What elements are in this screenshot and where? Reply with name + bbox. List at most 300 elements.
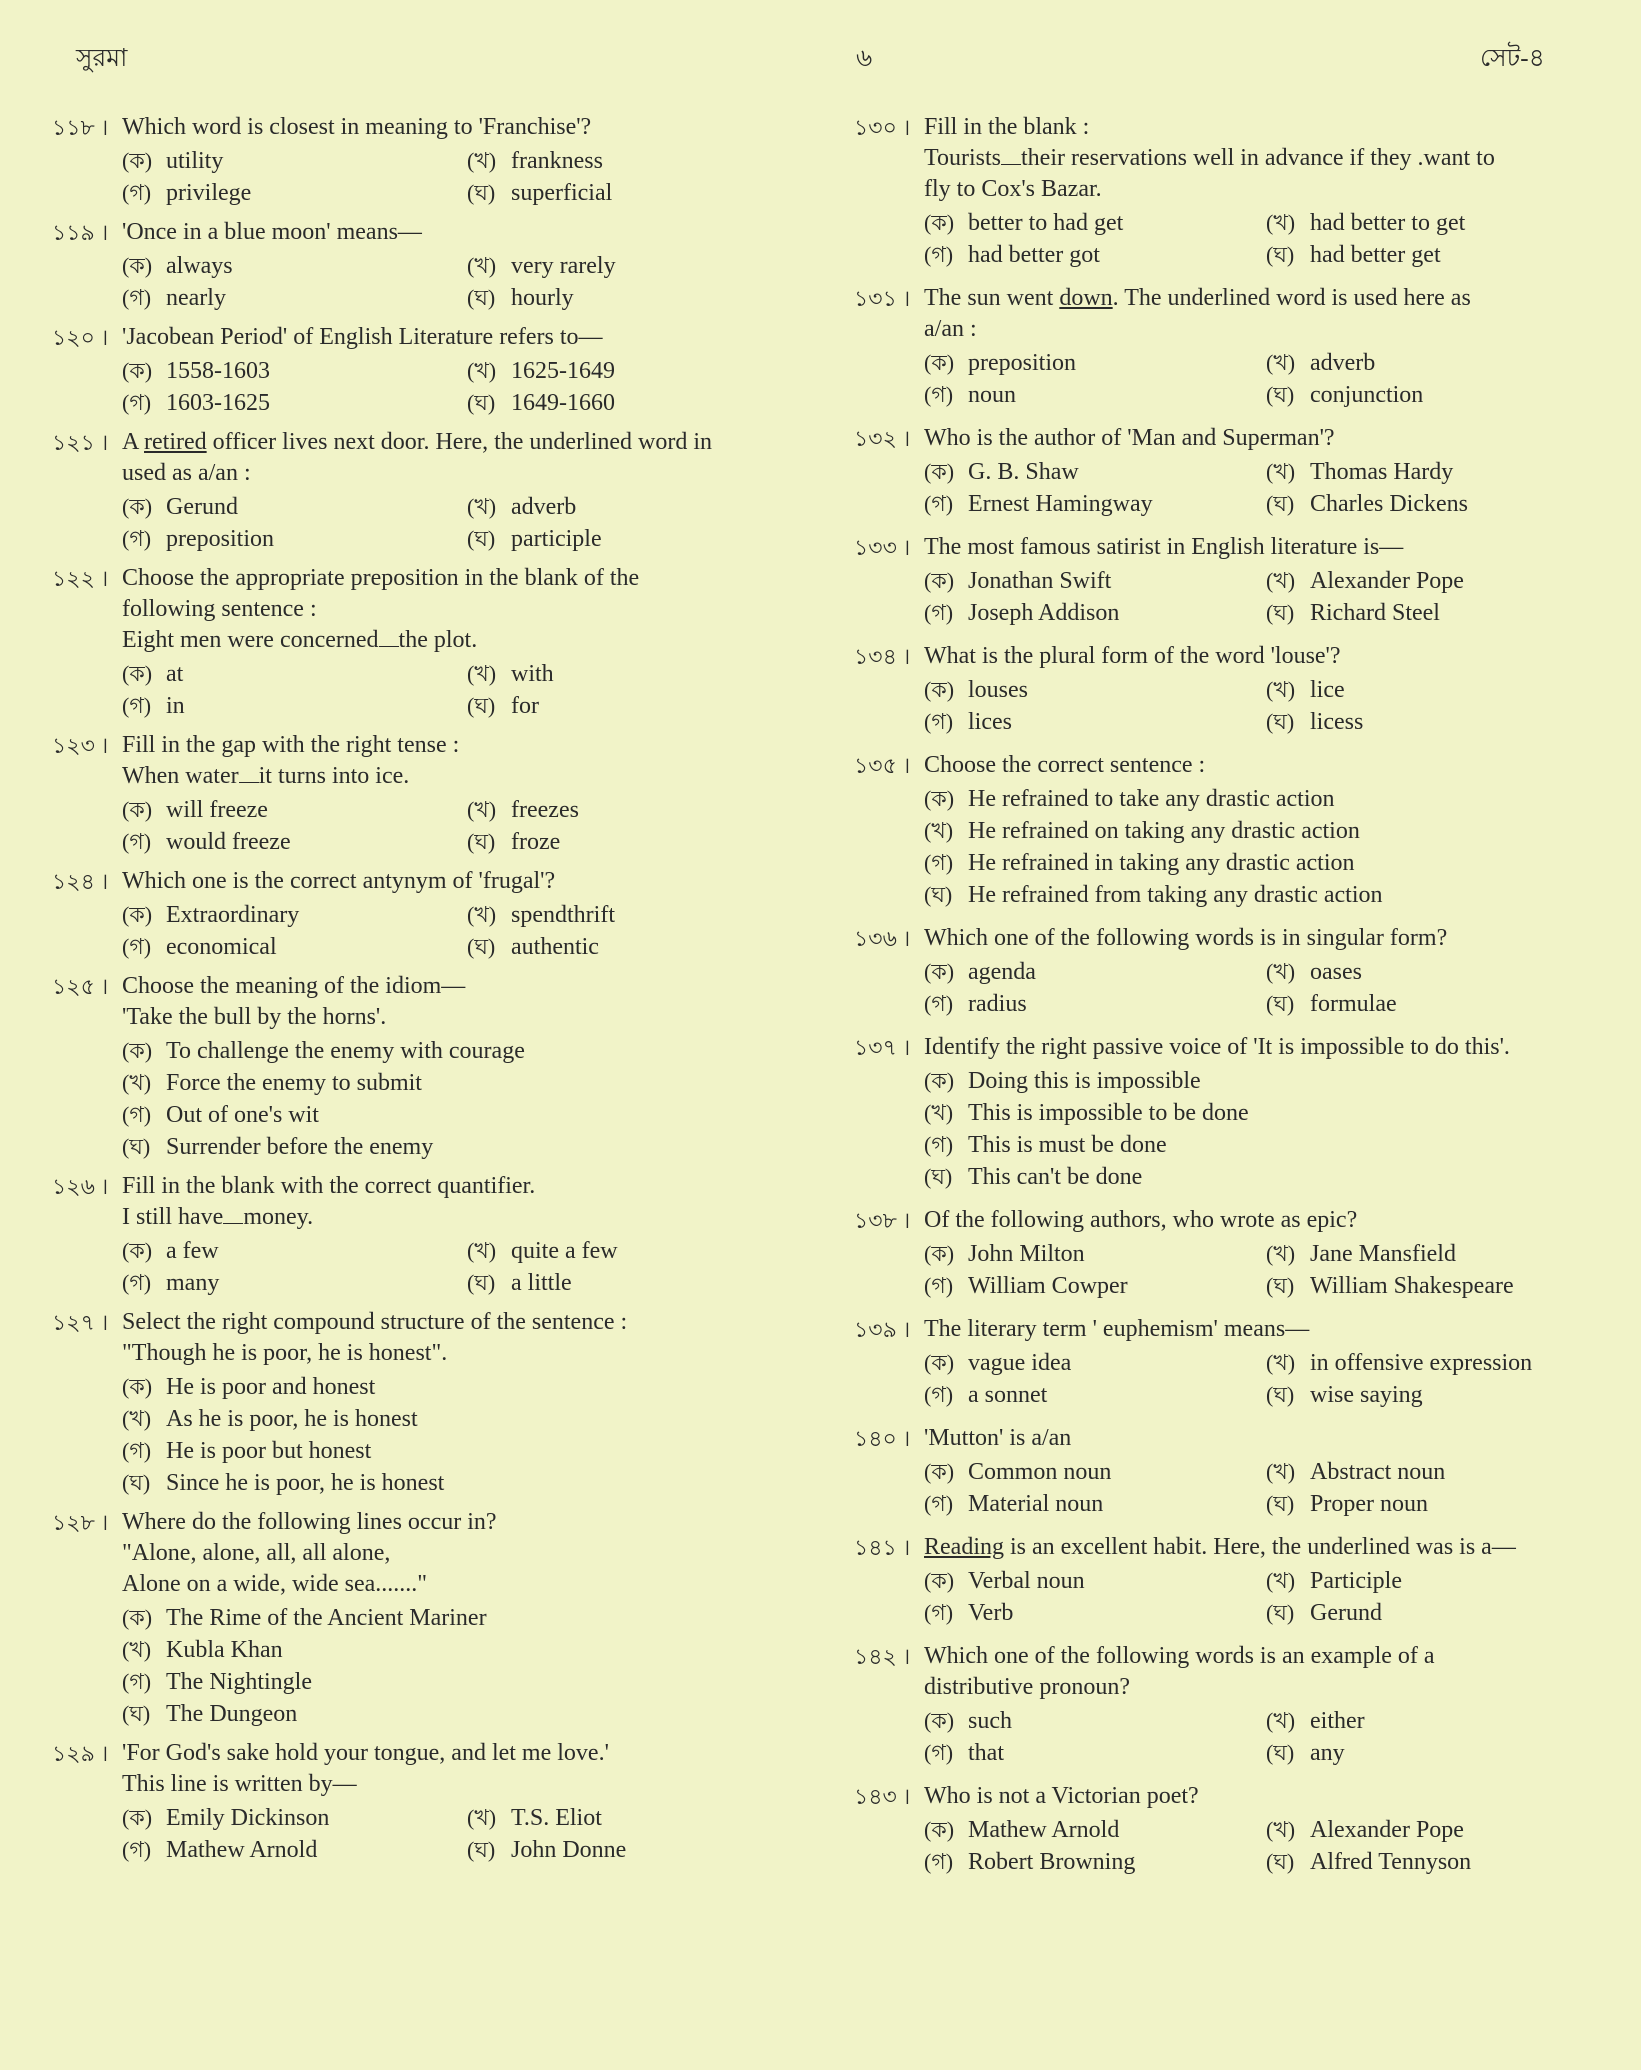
question-number: ১৩৪ । [854, 644, 911, 669]
option [924, 1129, 1599, 1161]
option [122, 250, 467, 282]
option [467, 387, 802, 419]
option-label: (খ) [467, 253, 497, 278]
question-number: ১৩৬ । [854, 926, 911, 951]
option [924, 674, 1266, 706]
options [122, 794, 802, 858]
option-label: (গ) [122, 1438, 152, 1463]
option-label: (ঘ) [467, 829, 496, 854]
option-text: any [1310, 1740, 1345, 1766]
question [52, 1507, 802, 1730]
option-label: (ঘ) [467, 1837, 496, 1862]
question-text: Identify the right passive voice of 'It is impossible to do this'. [924, 1034, 1510, 1060]
option-text: 1558-1603 [166, 358, 270, 384]
question-number: ১২০ । [52, 325, 109, 350]
question [52, 730, 802, 858]
option [1266, 565, 1599, 597]
option-text: G. B. Shaw [968, 459, 1079, 485]
question-text: Which one of the following words is an example of a [924, 1643, 1435, 1669]
question [52, 866, 802, 963]
option [467, 899, 802, 931]
question [854, 1032, 1599, 1193]
options [924, 347, 1599, 411]
option-text: Emily Dickinson [166, 1805, 330, 1831]
option [467, 1802, 802, 1834]
question-number: ১৩৭ । [854, 1035, 911, 1060]
option-label: (ঘ) [1266, 600, 1295, 625]
option [924, 879, 1599, 911]
option-label: (গ) [924, 1382, 954, 1407]
question-text: Alone on a wide, wide sea......." [122, 1571, 428, 1597]
option [122, 1267, 467, 1299]
option [1266, 706, 1599, 738]
question-text: Which one of the following words is in singular form? [924, 925, 1448, 951]
question-text: distributive pronoun? [924, 1674, 1130, 1700]
option-text: Proper noun [1310, 1491, 1428, 1517]
option-text: authentic [511, 934, 599, 960]
option [122, 1371, 802, 1403]
option [122, 1435, 802, 1467]
question-number: ১৩৯ । [854, 1317, 911, 1342]
blank-line [1001, 146, 1021, 165]
question-number: ১৪৩ । [854, 1784, 911, 1809]
blank-line [239, 764, 259, 783]
question-text: 'Once in a blue moon' means— [122, 219, 422, 245]
options [122, 899, 802, 963]
option-label: (ঘ) [1266, 709, 1295, 734]
option-label: (ক) [924, 786, 955, 811]
option [924, 1379, 1266, 1411]
option-label: (ক) [122, 358, 153, 383]
option-text: preposition [968, 350, 1076, 376]
option [924, 1238, 1266, 1270]
question [854, 112, 1599, 271]
option [1266, 674, 1599, 706]
option-label: (খ) [1266, 1568, 1296, 1593]
option-label: (ক) [122, 1038, 153, 1063]
option-label: (ক) [122, 1805, 153, 1830]
option-label: (খ) [467, 661, 497, 686]
option-text: Mathew Arnold [166, 1837, 318, 1863]
question-text: The most famous satirist in English literature is— [924, 534, 1404, 560]
option [924, 456, 1266, 488]
option-text: Doing this is impossible [968, 1068, 1201, 1094]
option-text: had better to get [1310, 210, 1466, 236]
option [467, 826, 802, 858]
option [924, 1065, 1599, 1097]
option [924, 239, 1266, 271]
option [924, 1597, 1266, 1629]
options [924, 207, 1599, 271]
option-text: John Donne [511, 1837, 627, 1863]
option-text: lice [1310, 677, 1345, 703]
option [122, 1131, 802, 1163]
option-text: Verbal noun [968, 1568, 1085, 1594]
option-text: would freeze [166, 829, 291, 855]
option [467, 355, 802, 387]
option-label: (গ) [122, 180, 152, 205]
option [1266, 1737, 1599, 1769]
option-label: (ঘ) [467, 285, 496, 310]
option [924, 379, 1266, 411]
option-text: 1649-1660 [511, 390, 615, 416]
option-label: (ক) [924, 1350, 955, 1375]
options [924, 1238, 1599, 1302]
question-text: Fill in the blank : [924, 114, 1090, 140]
option [122, 1467, 802, 1499]
option-label: (ঘ) [1266, 1600, 1295, 1625]
option [122, 523, 467, 555]
option-text: This can't be done [968, 1164, 1143, 1190]
option-text: superficial [511, 180, 613, 206]
question-number: ১২৮ । [52, 1510, 109, 1535]
option-text: with [511, 661, 554, 687]
option [924, 815, 1599, 847]
question-text: Fill in the gap with the right tense : [122, 732, 460, 758]
options [924, 1065, 1599, 1193]
options [122, 1802, 802, 1866]
option-label: (ক) [122, 1374, 153, 1399]
option-text: To challenge the enemy with courage [166, 1038, 525, 1064]
option-label: (ঘ) [467, 526, 496, 551]
option [467, 282, 802, 314]
question-text: following sentence : [122, 596, 317, 622]
option-text: quite a few [511, 1238, 618, 1264]
question-text: used as a/an : [122, 460, 251, 486]
question-text: Choose the meaning of the idiom— [122, 973, 466, 999]
option-label: (ক) [924, 1817, 955, 1842]
options [122, 658, 802, 722]
option [1266, 1597, 1599, 1629]
question-sentence: When water it turns into ice. [122, 763, 410, 789]
options [122, 1035, 802, 1163]
question [854, 1641, 1599, 1769]
option-text: Mathew Arnold [968, 1817, 1120, 1843]
option-label: (ক) [924, 459, 955, 484]
question-sentence: Tourists their reservations well in advance if they .want to [924, 145, 1495, 171]
option-text: oases [1310, 959, 1362, 985]
question-number: ১১৮ । [52, 115, 109, 140]
option-label: (ক) [122, 148, 153, 173]
option [924, 1097, 1599, 1129]
options [924, 1814, 1599, 1878]
option-label: (ঘ) [924, 882, 953, 907]
question-text: Choose the correct sentence : [924, 752, 1206, 778]
question-number: ১২৫ । [52, 974, 109, 999]
option-text: vague idea [968, 1350, 1072, 1376]
options [122, 1602, 802, 1730]
options [122, 250, 802, 314]
option-label: (ক) [924, 1241, 955, 1266]
option-label: (গ) [122, 829, 152, 854]
option-label: (খ) [1266, 1241, 1296, 1266]
option-label: (খ) [1266, 677, 1296, 702]
question-number: ১৩৫ । [854, 753, 911, 778]
option-text: a sonnet [968, 1382, 1048, 1408]
option-label: (ক) [122, 902, 153, 927]
option-label: (খ) [924, 818, 954, 843]
option [1266, 347, 1599, 379]
option [122, 1698, 802, 1730]
option [122, 491, 467, 523]
option-text: a little [511, 1270, 572, 1296]
option [924, 988, 1266, 1020]
option [122, 1035, 802, 1067]
option-label: (গ) [924, 709, 954, 734]
question-number: ১৩৩ । [854, 535, 911, 560]
option-text: He refrained to take any drastic action [968, 786, 1335, 812]
option-label: (ঘ) [1266, 1382, 1295, 1407]
question [854, 1781, 1599, 1878]
option-label: (খ) [1266, 210, 1296, 235]
option [122, 826, 467, 858]
left-column [52, 112, 802, 1874]
option-label: (গ) [924, 382, 954, 407]
option-text: Alexander Pope [1310, 568, 1464, 594]
right-column [854, 112, 1599, 1890]
question-text: 'Jacobean Period' of English Literature refers to— [122, 324, 603, 350]
option [1266, 1238, 1599, 1270]
option-text: Robert Browning [968, 1849, 1136, 1875]
option [924, 847, 1599, 879]
header-left-title: সুরমা [76, 45, 128, 72]
option-text: The Nightingle [166, 1669, 312, 1695]
option-text: many [166, 1270, 220, 1296]
option-label: (ঘ) [467, 390, 496, 415]
option-label: (খ) [1266, 1817, 1296, 1842]
option-text: privilege [166, 180, 252, 206]
option-text: The Rime of the Ancient Mariner [166, 1605, 487, 1631]
option-label: (খ) [122, 1406, 152, 1431]
options [924, 565, 1599, 629]
page-number: ৬ [856, 45, 873, 72]
option-label: (ঘ) [1266, 1273, 1295, 1298]
option [467, 1235, 802, 1267]
option [924, 207, 1266, 239]
option-label: (ঘ) [1266, 382, 1295, 407]
option-text: either [1310, 1708, 1365, 1734]
option-text: The Dungeon [166, 1701, 298, 1727]
option-text: This is must be done [968, 1132, 1167, 1158]
options [122, 145, 802, 209]
option [467, 1267, 802, 1299]
question-text: Of the following authors, who wrote as epic? [924, 1207, 1358, 1233]
option-label: (ক) [122, 253, 153, 278]
option-label: (খ) [1266, 568, 1296, 593]
option-label: (ঘ) [1266, 991, 1295, 1016]
option [467, 658, 802, 690]
question-text: Choose the appropriate preposition in the blank of the [122, 565, 640, 591]
question [854, 423, 1599, 520]
option-label: (গ) [122, 1270, 152, 1295]
question-text: Who is the author of 'Man and Superman'? [924, 425, 1335, 451]
option-label: (গ) [122, 390, 152, 415]
question-text: "Alone, alone, all, all alone, [122, 1540, 391, 1566]
option [122, 1834, 467, 1866]
option-text: spendthrift [511, 902, 615, 928]
option-text: He refrained on taking any drastic action [968, 818, 1360, 844]
option-text: radius [968, 991, 1027, 1017]
options [924, 956, 1599, 1020]
question-number: ১৪২ । [854, 1644, 911, 1669]
option-label: (গ) [924, 1849, 954, 1874]
option [122, 658, 467, 690]
option-label: (ঘ) [122, 1134, 151, 1159]
option [122, 1403, 802, 1435]
option [122, 1067, 802, 1099]
option [924, 1737, 1266, 1769]
question [854, 1314, 1599, 1411]
option-text: freezes [511, 797, 579, 823]
question [854, 283, 1599, 411]
option-label: (খ) [467, 902, 497, 927]
option-text: louses [968, 677, 1028, 703]
option [924, 1347, 1266, 1379]
options [122, 491, 802, 555]
question-number: ১২১ । [52, 430, 109, 455]
option [1266, 379, 1599, 411]
option-label: (ক) [924, 1708, 955, 1733]
option-text: Alexander Pope [1310, 1817, 1464, 1843]
question [854, 923, 1599, 1020]
question-text: Where do the following lines occur in? [122, 1509, 497, 1535]
question-text: A retired officer lives next door. Here, the underlined word in [122, 429, 713, 455]
question [52, 1738, 802, 1866]
option [1266, 956, 1599, 988]
option [467, 931, 802, 963]
question-number: ১১৯ । [52, 220, 109, 245]
option [924, 1705, 1266, 1737]
option-text: Verb [968, 1600, 1014, 1626]
question-sentence: I still have money. [122, 1204, 314, 1230]
options [924, 456, 1599, 520]
option-text: at [166, 661, 184, 687]
question [854, 1532, 1599, 1629]
option-text: Since he is poor, he is honest [166, 1470, 445, 1496]
question [854, 532, 1599, 629]
option-text: Richard Steel [1310, 600, 1440, 626]
option [1266, 1347, 1599, 1379]
option [122, 355, 467, 387]
option [122, 690, 467, 722]
option [924, 1814, 1266, 1846]
question-number: ১২৬ । [52, 1174, 109, 1199]
question-number: ১২২ । [52, 566, 109, 591]
question [854, 641, 1599, 738]
option [1266, 1814, 1599, 1846]
option [467, 177, 802, 209]
option-text: better to had get [968, 210, 1124, 236]
options [924, 1456, 1599, 1520]
option-text: wise saying [1310, 1382, 1423, 1408]
option [1266, 1379, 1599, 1411]
option-label: (গ) [122, 934, 152, 959]
options [122, 1371, 802, 1499]
option-label: (গ) [924, 991, 954, 1016]
blank-line [223, 1205, 243, 1224]
option [924, 565, 1266, 597]
question [854, 1205, 1599, 1302]
option [122, 1602, 802, 1634]
option-text: Alfred Tennyson [1310, 1849, 1472, 1875]
option-text: utility [166, 148, 224, 174]
option [467, 491, 802, 523]
option [1266, 1565, 1599, 1597]
option-label: (গ) [924, 1740, 954, 1765]
question-text: 'For God's sake hold your tongue, and let me love.' [122, 1740, 609, 1766]
option-label: (খ) [467, 358, 497, 383]
option-text: John Milton [968, 1241, 1085, 1267]
option-label: (ঘ) [1266, 242, 1295, 267]
question-text: The sun went down. The underlined word is used here as [924, 285, 1471, 311]
option-label: (ঘ) [467, 1270, 496, 1295]
option-label: (ক) [924, 1068, 955, 1093]
option [924, 956, 1266, 988]
question-number: ১২৯ । [52, 1741, 109, 1766]
option [122, 145, 467, 177]
option-text: such [968, 1708, 1012, 1734]
page-header [0, 38, 1641, 78]
option [122, 1666, 802, 1698]
option-text: William Cowper [968, 1273, 1128, 1299]
question [52, 112, 802, 209]
option-text: Thomas Hardy [1310, 459, 1454, 485]
option-text: hourly [511, 285, 574, 311]
question [52, 1307, 802, 1499]
option-label: (খ) [467, 494, 497, 519]
option-text: agenda [968, 959, 1036, 985]
option-text: had better got [968, 242, 1100, 268]
blank-line [379, 628, 399, 647]
option [924, 1565, 1266, 1597]
option-label: (গ) [924, 1600, 954, 1625]
option-label: (খ) [122, 1637, 152, 1662]
option [467, 145, 802, 177]
option [1266, 988, 1599, 1020]
question-text: Which one is the correct antynym of 'frugal'? [122, 868, 556, 894]
option [122, 1099, 802, 1131]
option-text: Jonathan Swift [968, 568, 1112, 594]
question [52, 427, 802, 555]
option-label: (ক) [924, 568, 955, 593]
option-label: (গ) [924, 1491, 954, 1516]
option-text: Surrender before the enemy [166, 1134, 434, 1160]
option [1266, 597, 1599, 629]
option-label: (খ) [467, 1805, 497, 1830]
options [924, 1705, 1599, 1769]
option-label: (ক) [924, 350, 955, 375]
option-text: licess [1310, 709, 1364, 735]
option [924, 1846, 1266, 1878]
option [467, 523, 802, 555]
option-label: (ঘ) [122, 1701, 151, 1726]
option-label: (খ) [122, 1070, 152, 1095]
underlined-word: Reading [924, 1534, 1004, 1560]
option [467, 794, 802, 826]
question-text: Fill in the blank with the correct quantifier. [122, 1173, 536, 1199]
option-label: (গ) [924, 1132, 954, 1157]
underlined-word: retired [144, 429, 207, 455]
option-text: He refrained from taking any drastic action [968, 882, 1383, 908]
option-text: Jane Mansfield [1310, 1241, 1456, 1267]
options [924, 674, 1599, 738]
set-label: সেট-৪ [1480, 45, 1545, 72]
option [924, 1161, 1599, 1193]
option-text: This is impossible to be done [968, 1100, 1249, 1126]
option-label: (গ) [122, 693, 152, 718]
option-label: (ক) [924, 959, 955, 984]
question-number: ১২৭ । [52, 1310, 109, 1335]
